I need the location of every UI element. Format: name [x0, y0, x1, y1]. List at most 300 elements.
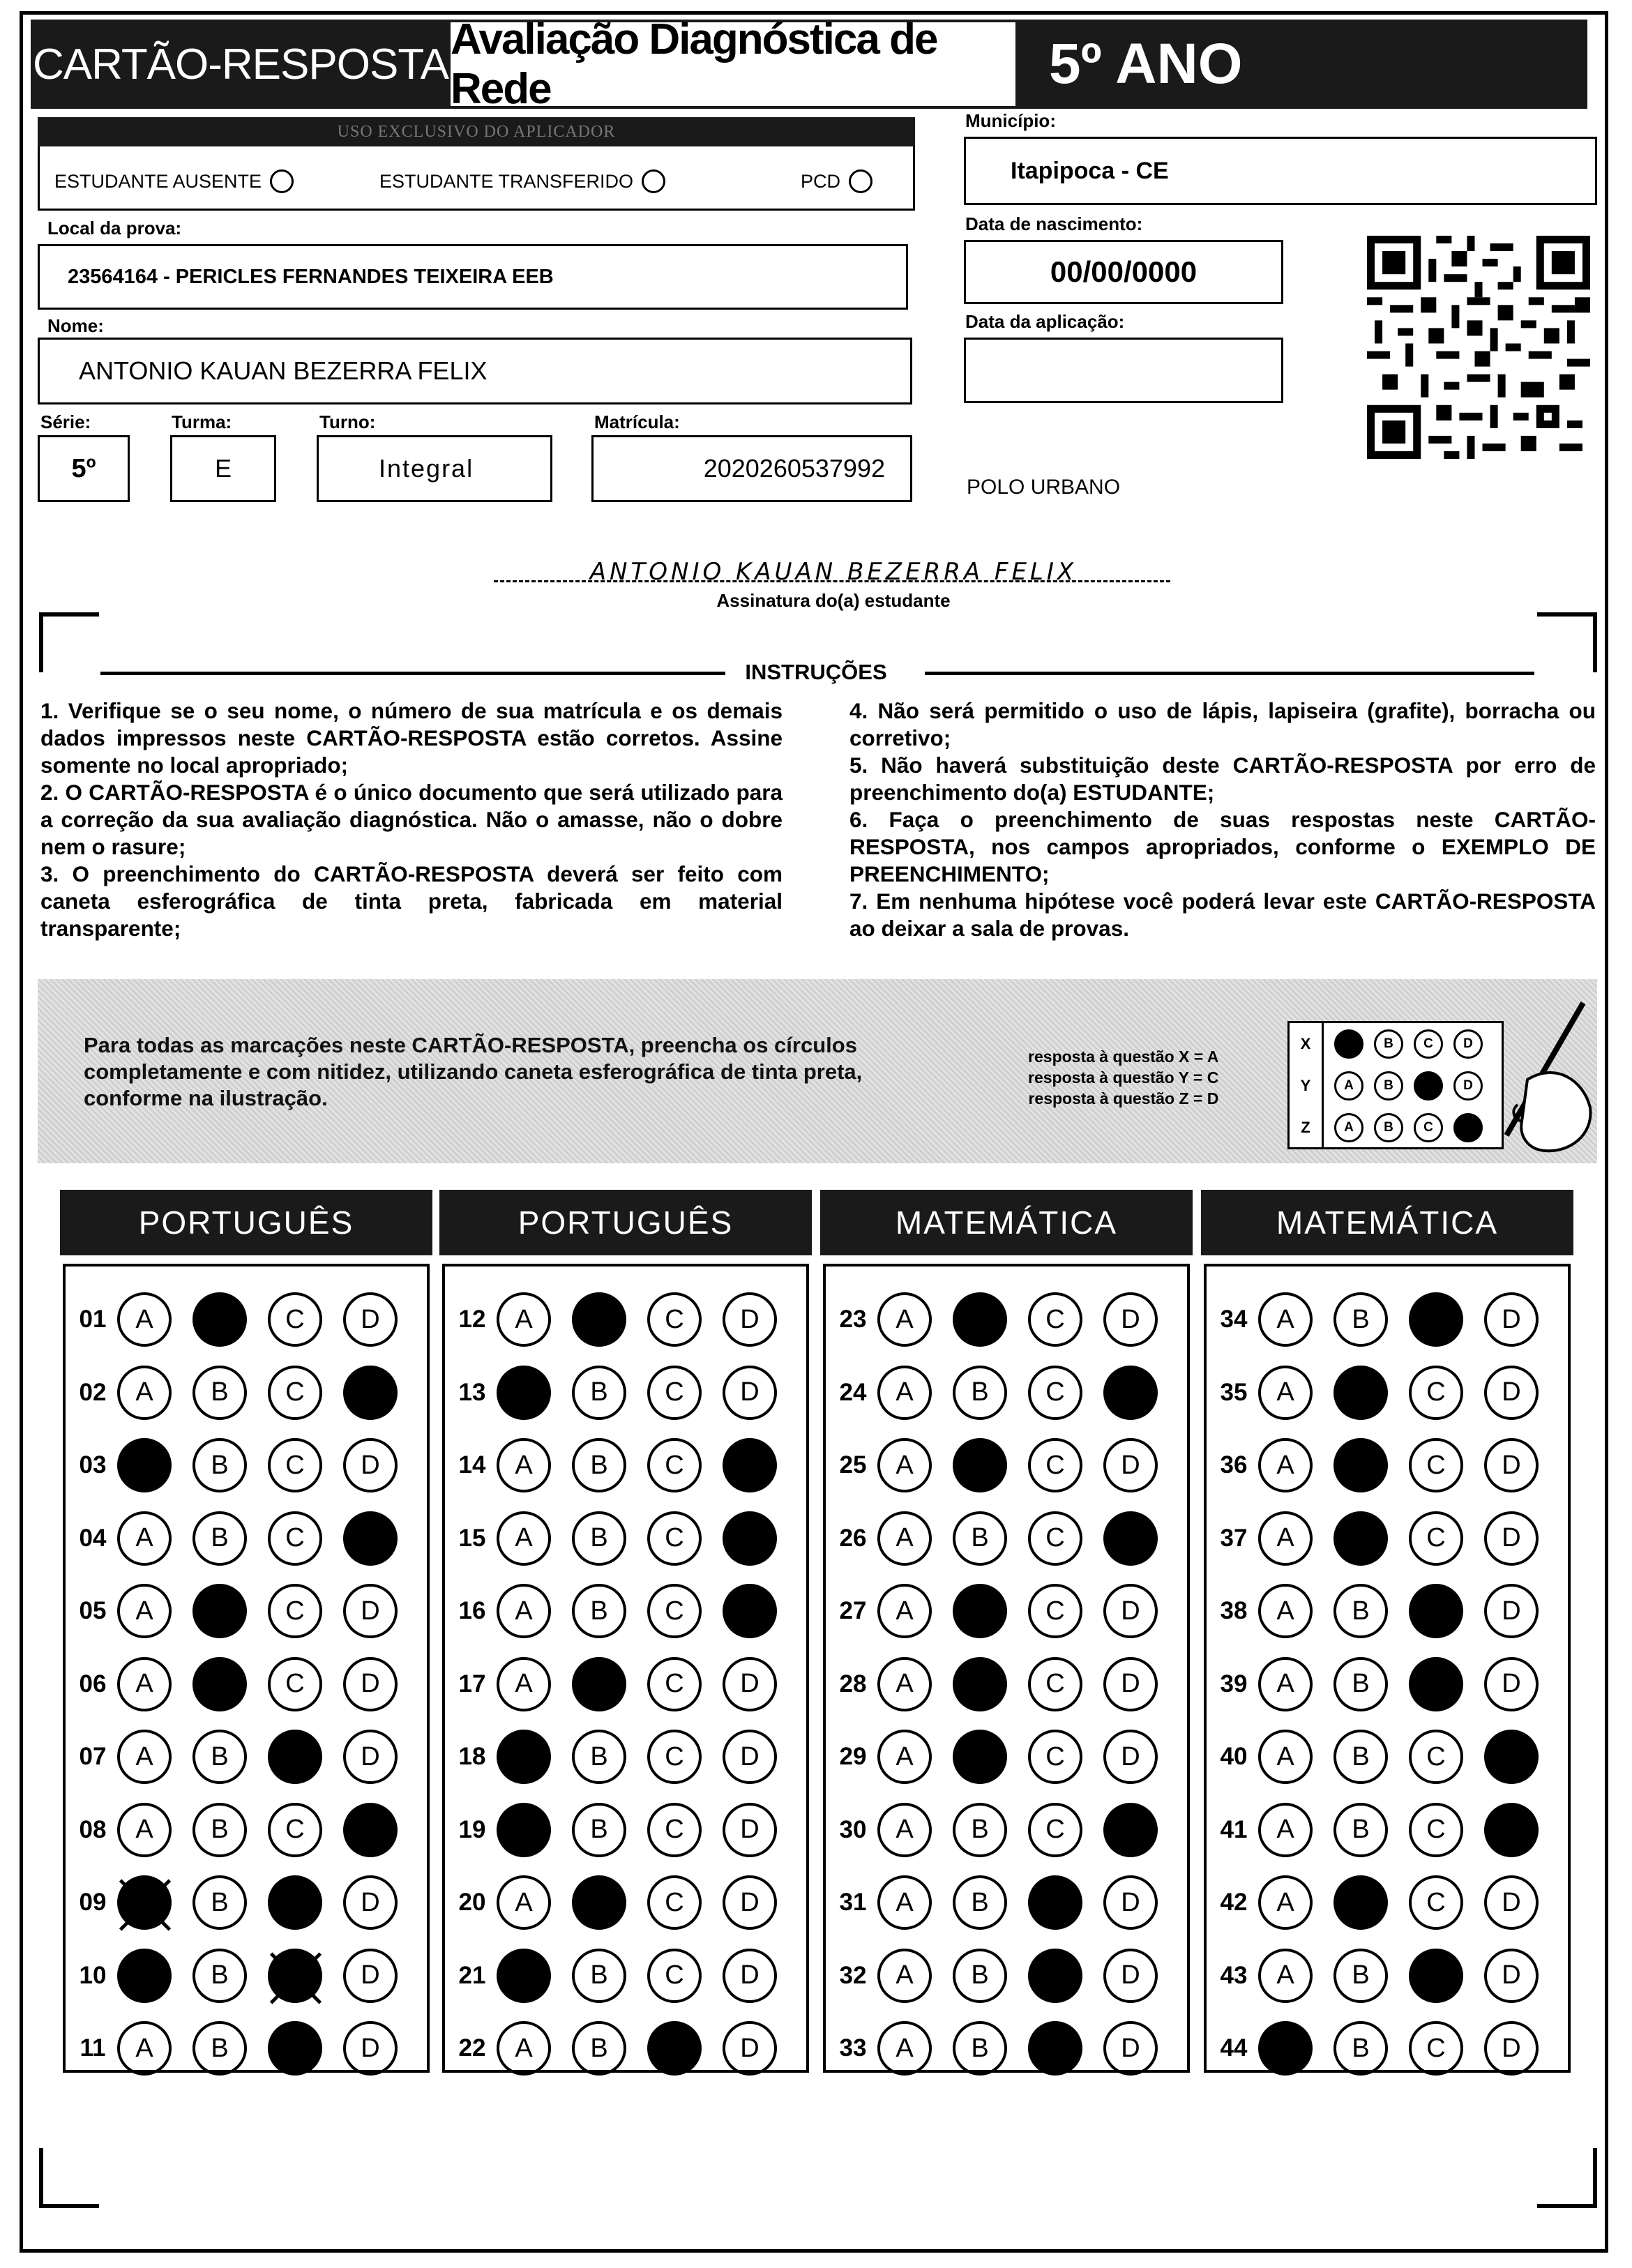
answer-bubble-c[interactable] — [1028, 1875, 1082, 1930]
qr-code — [1367, 236, 1590, 459]
answer-bubble-b[interactable] — [1333, 1875, 1388, 1930]
answer-bubble-d[interactable] — [723, 1438, 777, 1492]
answer-bubble-d[interactable]: D — [1484, 1875, 1539, 1930]
example-answer-y: resposta à questão Y = C — [1028, 1068, 1219, 1087]
transferred-bubble[interactable] — [642, 169, 665, 193]
answer-bubble-c[interactable]: C — [1028, 1292, 1082, 1347]
question-row — [826, 1282, 1179, 1357]
question-row — [1207, 1428, 1559, 1503]
question-row — [1207, 1792, 1559, 1868]
question-number: 07 — [79, 1743, 107, 1770]
answer-bubble-c[interactable]: C — [647, 1438, 702, 1492]
question-number: 24 — [839, 1378, 867, 1406]
question-row — [445, 1428, 798, 1503]
question-number: 02 — [79, 1378, 107, 1406]
answer-bubble-d[interactable]: D — [723, 1803, 777, 1857]
answer-bubble-c[interactable]: C — [1028, 1803, 1082, 1857]
question-number: 03 — [79, 1451, 107, 1479]
answer-bubble-b[interactable]: B — [1333, 1949, 1388, 2003]
answer-bubble-c[interactable]: C — [268, 1657, 322, 1711]
answer-bubble-b[interactable]: B — [192, 1438, 247, 1492]
signature-line — [494, 580, 1170, 582]
answer-bubble-c[interactable]: C — [647, 1803, 702, 1857]
local-label: Local da prova: — [47, 218, 182, 239]
question-row — [445, 2011, 798, 2086]
question-number: 12 — [458, 1306, 486, 1333]
municipio-field — [964, 137, 1597, 205]
question-number: 35 — [1220, 1378, 1248, 1406]
answer-bubble-d[interactable] — [1103, 1803, 1158, 1857]
answer-bubble-c[interactable]: C — [647, 1657, 702, 1711]
answer-bubble-c[interactable]: C — [268, 1511, 322, 1566]
answer-bubble-c[interactable]: C — [647, 1584, 702, 1638]
example-bubble-d: D — [1453, 1071, 1483, 1101]
question-row — [1207, 2011, 1559, 2086]
answer-bubble-d[interactable]: D — [343, 1730, 398, 1784]
answer-bubble-b[interactable]: B — [1333, 2021, 1388, 2076]
question-number: 17 — [458, 1670, 486, 1698]
answer-bubble-a[interactable] — [1258, 2021, 1313, 2076]
instruction-6: 6. Faça o preenchimento de suas respostas neste CARTÃO-RESPOSTA, nos campos apropriados, conforme o EXEMPLO DE PREENCHIMENTO; — [849, 807, 1596, 886]
example-bubble-b: B — [1374, 1029, 1403, 1059]
answer-section — [442, 1264, 809, 2073]
example-bubble-c: C — [1414, 1029, 1443, 1059]
answer-bubble-a[interactable]: A — [497, 1292, 551, 1347]
fill-example-text: Para todas as marcações neste CARTÃO-RESPOSTA, preencha os círculos completamente e com nitidez, utilizando caneta esferográfica de tinta preta, conforme na ilustração. — [84, 1033, 863, 1110]
question-row — [66, 1865, 418, 1940]
answer-bubble-d[interactable]: D — [1103, 2021, 1158, 2076]
question-row — [445, 1719, 798, 1794]
answer-bubble-c[interactable] — [1409, 1292, 1463, 1347]
answer-bubble-d[interactable] — [723, 1511, 777, 1566]
answer-bubble-c[interactable] — [1028, 1949, 1082, 2003]
question-row — [445, 1501, 798, 1576]
answer-bubble-c[interactable]: C — [1409, 1875, 1463, 1930]
question-row — [445, 1573, 798, 1649]
answer-bubble-d[interactable]: D — [343, 1875, 398, 1930]
answer-bubble-a[interactable]: A — [1258, 1949, 1313, 2003]
question-row — [1207, 1355, 1559, 1430]
question-number: 01 — [79, 1306, 107, 1333]
answer-bubble-a[interactable]: A — [497, 1438, 551, 1492]
answer-bubble-b[interactable] — [953, 1657, 1007, 1711]
polo-label: POLO URBANO — [967, 476, 1121, 499]
answer-bubble-c[interactable]: C — [647, 1511, 702, 1566]
answer-bubble-b[interactable]: B — [192, 1949, 247, 2003]
answer-bubble-c[interactable]: C — [268, 1438, 322, 1492]
example-bubble-b: B — [1374, 1071, 1403, 1101]
pcd-bubble[interactable] — [849, 169, 872, 193]
answer-bubble-d[interactable]: D — [723, 1875, 777, 1930]
absent-option[interactable] — [54, 169, 294, 193]
answer-bubble-b[interactable]: B — [953, 2021, 1007, 2076]
example-answer-z: resposta à questão Z = D — [1028, 1089, 1219, 1107]
answer-section — [1204, 1264, 1571, 2073]
answer-bubble-b[interactable] — [1333, 1511, 1388, 1566]
answer-bubble-a[interactable]: A — [1258, 1511, 1313, 1566]
answer-bubble-b[interactable]: B — [192, 1730, 247, 1784]
answer-bubble-d[interactable]: D — [1484, 1949, 1539, 2003]
question-row — [826, 2011, 1179, 2086]
local-field — [38, 244, 908, 310]
question-number: 16 — [458, 1597, 486, 1624]
question-row — [826, 1355, 1179, 1430]
answer-bubble-d[interactable]: D — [723, 1949, 777, 2003]
answer-bubble-a[interactable]: A — [1258, 1657, 1313, 1711]
instruction-5: 5. Não haverá substituição deste CARTÃO-RESPOSTA por erro de preenchimento do(a) ESTUDANTE; — [849, 753, 1596, 805]
question-row — [66, 1573, 418, 1649]
question-row — [445, 1938, 798, 2013]
answer-bubble-d[interactable]: D — [1484, 1657, 1539, 1711]
answer-bubble-d[interactable]: D — [723, 1730, 777, 1784]
answer-bubble-c[interactable]: C — [268, 1803, 322, 1857]
answer-bubble-d[interactable]: D — [723, 1366, 777, 1420]
question-row — [1207, 1647, 1559, 1722]
instruction-1: 1. Verifique se o seu nome, o número de sua matrícula e os demais dados impressos neste CARTÃO-RESPOSTA estão corretos. Assine somente no local apropriado; — [40, 698, 783, 778]
answer-bubble-d[interactable]: D — [1103, 1949, 1158, 2003]
example-row — [1290, 1107, 1502, 1149]
answer-bubble-b[interactable]: B — [572, 1949, 626, 2003]
question-row — [826, 1647, 1179, 1722]
name-label: Nome: — [47, 315, 104, 336]
instructions-right — [849, 697, 1596, 942]
fill-example-grid — [1287, 1021, 1504, 1149]
answer-bubble-c[interactable]: C — [1028, 1366, 1082, 1420]
answer-bubble-c[interactable]: C — [647, 1366, 702, 1420]
answer-bubble-b[interactable]: B — [572, 1584, 626, 1638]
exam-title: Avaliação Diagnóstica de Rede — [451, 20, 1015, 109]
answer-bubble-a[interactable]: A — [877, 2021, 932, 2076]
answer-bubble-c[interactable] — [1028, 2021, 1082, 2076]
answer-bubble-d[interactable]: D — [1103, 1657, 1158, 1711]
matricula-field — [591, 435, 912, 502]
question-number: 18 — [458, 1743, 486, 1770]
answer-bubble-d[interactable]: D — [723, 1657, 777, 1711]
answer-bubble-a[interactable]: A — [117, 1292, 172, 1347]
example-bubble-a: A — [1334, 1113, 1363, 1142]
application-date-label: Data da aplicação: — [965, 311, 1125, 332]
answer-bubble-d[interactable] — [343, 1366, 398, 1420]
answer-bubble-b[interactable]: B — [572, 1511, 626, 1566]
answer-bubble-c[interactable]: C — [1409, 1366, 1463, 1420]
answer-bubble-d[interactable]: D — [1103, 1292, 1158, 1347]
question-number: 31 — [839, 1889, 867, 1916]
answer-bubble-c[interactable] — [647, 2021, 702, 2076]
answer-bubble-a[interactable]: A — [877, 1657, 932, 1711]
example-answer-x: resposta à questão X = A — [1028, 1048, 1219, 1066]
answer-bubble-a[interactable]: A — [877, 1875, 932, 1930]
question-row — [1207, 1865, 1559, 1940]
turma-value: E — [214, 454, 232, 483]
aplicador-bar: USO EXCLUSIVO DO APLICADOR — [38, 117, 915, 146]
answer-bubble-b[interactable]: B — [1333, 1657, 1388, 1711]
answer-bubble-c[interactable]: C — [268, 1584, 322, 1638]
answer-bubble-c[interactable]: C — [1028, 1511, 1082, 1566]
question-number: 25 — [839, 1451, 867, 1479]
instruction-3: 3. O preenchimento do CARTÃO-RESPOSTA deverá ser feito com caneta esferográfica de tinta preta, fabricada em material transparente; — [40, 861, 783, 941]
question-row — [66, 2011, 418, 2086]
answer-bubble-d[interactable] — [1103, 1511, 1158, 1566]
instruction-2: 2. O CARTÃO-RESPOSTA é o único documento que será utilizado para a correção da sua avaliação diagnóstica. Não o amasse, não o dobre nem o rasure; — [40, 780, 783, 859]
answer-bubble-c[interactable]: C — [1028, 1730, 1082, 1784]
answer-bubble-a[interactable]: A — [117, 1730, 172, 1784]
answer-bubble-a[interactable]: A — [1258, 1438, 1313, 1492]
answer-bubble-b[interactable]: B — [953, 1803, 1007, 1857]
answer-bubble-a[interactable]: A — [1258, 1803, 1313, 1857]
turma-field — [170, 435, 276, 502]
answer-bubble-d[interactable] — [1484, 1730, 1539, 1784]
question-row — [826, 1938, 1179, 2013]
answer-bubble-a[interactable]: A — [877, 1511, 932, 1566]
answer-bubble-c[interactable]: C — [1409, 1438, 1463, 1492]
absent-bubble[interactable] — [270, 169, 294, 193]
question-row — [66, 1792, 418, 1868]
answer-bubble-d[interactable]: D — [1103, 1875, 1158, 1930]
answer-bubble-a[interactable]: A — [877, 1584, 932, 1638]
question-number: 40 — [1220, 1743, 1248, 1770]
answer-bubble-d[interactable]: D — [1484, 2021, 1539, 2076]
example-bubble-c — [1414, 1071, 1443, 1101]
example-row — [1290, 1023, 1502, 1065]
answer-bubble-b[interactable]: B — [572, 1438, 626, 1492]
question-number: 30 — [839, 1815, 867, 1843]
section-title: MATEMÁTICA — [1201, 1190, 1573, 1255]
answer-bubble-b[interactable] — [572, 1292, 626, 1347]
grade-title: 5º ANO — [1015, 20, 1587, 109]
answer-bubble-d[interactable]: D — [1484, 1511, 1539, 1566]
question-row — [66, 1282, 418, 1357]
answer-bubble-c[interactable]: C — [1409, 1511, 1463, 1566]
answer-bubble-c[interactable]: C — [647, 1875, 702, 1930]
answer-bubble-b[interactable]: B — [1333, 1584, 1388, 1638]
answer-bubble-a[interactable]: A — [117, 1657, 172, 1711]
answer-bubble-d[interactable] — [723, 1584, 777, 1638]
hand-pen-icon — [1479, 996, 1597, 1156]
answer-bubble-c[interactable] — [1409, 1949, 1463, 2003]
answer-bubble-c[interactable] — [268, 2021, 322, 2076]
question-row — [826, 1428, 1179, 1503]
question-row — [826, 1792, 1179, 1868]
answer-bubble-b[interactable]: B — [1333, 1292, 1388, 1347]
answer-bubble-c[interactable]: C — [1409, 2021, 1463, 2076]
answer-bubble-d[interactable]: D — [343, 1657, 398, 1711]
answer-bubble-c[interactable] — [268, 1949, 322, 2003]
answer-bubble-a[interactable]: A — [877, 1438, 932, 1492]
question-number: 04 — [79, 1524, 107, 1552]
answer-bubble-c[interactable]: C — [1409, 1803, 1463, 1857]
answer-bubble-d[interactable]: D — [1484, 1584, 1539, 1638]
municipio-label: Município: — [965, 110, 1056, 131]
answer-bubble-b[interactable]: B — [192, 1511, 247, 1566]
question-row — [826, 1573, 1179, 1649]
answer-bubble-a[interactable]: A — [877, 1803, 932, 1857]
transferred-label: ESTUDANTE TRANSFERIDO — [379, 170, 634, 192]
answer-bubble-b[interactable]: B — [953, 1875, 1007, 1930]
answer-bubble-a[interactable] — [497, 1730, 551, 1784]
answer-bubble-a[interactable]: A — [877, 1292, 932, 1347]
question-number: 20 — [458, 1889, 486, 1916]
answer-bubble-b[interactable]: B — [572, 1730, 626, 1784]
example-row-label: Y — [1290, 1065, 1324, 1107]
answer-bubble-d[interactable]: D — [343, 1949, 398, 2003]
answer-bubble-a[interactable]: A — [877, 1366, 932, 1420]
answer-bubble-a[interactable]: A — [117, 1803, 172, 1857]
answer-bubble-a[interactable]: A — [117, 1511, 172, 1566]
question-number: 15 — [458, 1524, 486, 1552]
answer-bubble-b[interactable] — [953, 1730, 1007, 1784]
question-number: 29 — [839, 1743, 867, 1770]
question-number: 34 — [1220, 1306, 1248, 1333]
question-number: 23 — [839, 1306, 867, 1333]
answer-bubble-d[interactable]: D — [1484, 1438, 1539, 1492]
answer-bubble-a[interactable]: A — [117, 2021, 172, 2076]
answer-bubble-d[interactable]: D — [723, 2021, 777, 2076]
signature-label: Assinatura do(a) estudante — [716, 590, 951, 611]
answer-bubble-b[interactable] — [953, 1292, 1007, 1347]
answer-bubble-a[interactable]: A — [1258, 1292, 1313, 1347]
answer-bubble-c[interactable] — [1409, 1657, 1463, 1711]
example-bubble-b: B — [1374, 1113, 1403, 1142]
name-field — [38, 338, 912, 405]
answer-bubble-c[interactable]: C — [1028, 1657, 1082, 1711]
answer-bubble-d[interactable]: D — [343, 2021, 398, 2076]
pcd-label: PCD — [801, 170, 841, 192]
answer-bubble-b[interactable]: B — [953, 1511, 1007, 1566]
answer-bubble-d[interactable]: D — [343, 1438, 398, 1492]
question-row — [66, 1647, 418, 1722]
answer-bubble-d[interactable] — [343, 1803, 398, 1857]
answer-bubble-d[interactable]: D — [723, 1292, 777, 1347]
answer-bubble-a[interactable]: A — [497, 1584, 551, 1638]
question-number: 37 — [1220, 1524, 1248, 1552]
answer-bubble-c[interactable]: C — [1028, 1438, 1082, 1492]
answer-bubble-b[interactable] — [953, 1584, 1007, 1638]
question-row — [445, 1647, 798, 1722]
answer-bubble-b[interactable]: B — [953, 1949, 1007, 2003]
fill-example-answers — [1028, 1046, 1218, 1109]
answer-bubble-a[interactable]: A — [1258, 1584, 1313, 1638]
answer-bubble-b[interactable]: B — [572, 2021, 626, 2076]
serie-field — [38, 435, 130, 502]
pcd-option[interactable] — [801, 169, 872, 193]
answer-bubble-c[interactable] — [268, 1875, 322, 1930]
question-number: 26 — [839, 1524, 867, 1552]
answer-bubble-d[interactable] — [1484, 1803, 1539, 1857]
answer-bubble-a[interactable]: A — [117, 1366, 172, 1420]
question-row — [66, 1428, 418, 1503]
example-bubble-c: C — [1414, 1113, 1443, 1142]
answer-bubble-b[interactable] — [192, 1292, 247, 1347]
answer-bubble-a[interactable]: A — [497, 1657, 551, 1711]
answer-bubble-a[interactable]: A — [1258, 1730, 1313, 1784]
question-number: 06 — [79, 1670, 107, 1698]
transferred-option[interactable] — [379, 169, 665, 193]
answer-bubble-b[interactable]: B — [572, 1366, 626, 1420]
answer-bubble-c[interactable] — [268, 1730, 322, 1784]
answer-bubble-c[interactable] — [1409, 1584, 1463, 1638]
answer-bubble-d[interactable]: D — [343, 1584, 398, 1638]
question-row — [66, 1719, 418, 1794]
answer-bubble-a[interactable] — [497, 1949, 551, 2003]
question-number: 38 — [1220, 1597, 1248, 1624]
answer-bubble-c[interactable]: C — [1028, 1584, 1082, 1638]
question-number: 41 — [1220, 1815, 1248, 1843]
section-title: MATEMÁTICA — [820, 1190, 1193, 1255]
answer-bubble-b[interactable] — [1333, 1438, 1388, 1492]
instruction-4: 4. Não será permitido o uso de lápis, lapiseira (grafite), borracha ou corretivo; — [849, 698, 1596, 750]
answer-bubble-a[interactable] — [117, 1438, 172, 1492]
question-row — [1207, 1573, 1559, 1649]
answer-bubble-b[interactable] — [572, 1875, 626, 1930]
example-row-label: X — [1290, 1023, 1324, 1065]
answer-bubble-c[interactable]: C — [647, 1292, 702, 1347]
answer-bubble-b[interactable]: B — [192, 1875, 247, 1930]
question-number: 14 — [458, 1451, 486, 1479]
answer-bubble-b[interactable] — [1333, 1366, 1388, 1420]
answer-bubble-b[interactable]: B — [192, 1803, 247, 1857]
answer-bubble-b[interactable]: B — [572, 1803, 626, 1857]
answer-bubble-b[interactable] — [572, 1657, 626, 1711]
answer-bubble-a[interactable]: A — [1258, 1366, 1313, 1420]
instructions-rule-right — [925, 672, 1534, 675]
answer-bubble-d[interactable]: D — [1484, 1366, 1539, 1420]
answer-bubble-c[interactable]: C — [647, 1730, 702, 1784]
answer-bubble-b[interactable] — [953, 1438, 1007, 1492]
answer-bubble-b[interactable] — [192, 1584, 247, 1638]
question-row — [1207, 1938, 1559, 2013]
instructions-title: INSTRUÇÕES — [745, 660, 887, 684]
answer-bubble-c[interactable]: C — [268, 1366, 322, 1420]
answer-bubble-d[interactable]: D — [1103, 1438, 1158, 1492]
question-row — [445, 1355, 798, 1430]
answer-bubble-c[interactable]: C — [268, 1292, 322, 1347]
answer-bubble-a[interactable]: A — [497, 2021, 551, 2076]
answer-bubble-d[interactable] — [343, 1511, 398, 1566]
answer-bubble-a[interactable]: A — [117, 1584, 172, 1638]
answer-bubble-a[interactable] — [497, 1803, 551, 1857]
question-number: 28 — [839, 1670, 867, 1698]
answer-bubble-b[interactable]: B — [953, 1366, 1007, 1420]
answer-bubble-a[interactable]: A — [497, 1511, 551, 1566]
answer-bubble-b[interactable] — [192, 1657, 247, 1711]
matricula-label: Matrícula: — [594, 411, 680, 432]
birth-label: Data de nascimento: — [965, 213, 1143, 234]
answer-bubble-c[interactable]: C — [1409, 1730, 1463, 1784]
question-number: 44 — [1220, 2034, 1248, 2062]
answer-bubble-d[interactable]: D — [1103, 1584, 1158, 1638]
answer-bubble-a[interactable] — [497, 1366, 551, 1420]
answer-bubble-b[interactable]: B — [1333, 1730, 1388, 1784]
answer-bubble-c[interactable]: C — [647, 1949, 702, 2003]
question-row — [66, 1938, 418, 2013]
answer-bubble-a[interactable]: A — [497, 1875, 551, 1930]
answer-bubble-b[interactable]: B — [192, 1366, 247, 1420]
question-row — [1207, 1282, 1559, 1357]
answer-bubble-a[interactable]: A — [1258, 1875, 1313, 1930]
question-number: 33 — [839, 2034, 867, 2062]
answer-bubble-d[interactable]: D — [1103, 1730, 1158, 1784]
answer-bubble-d[interactable]: D — [1484, 1292, 1539, 1347]
answer-bubble-b[interactable]: B — [1333, 1803, 1388, 1857]
answer-bubble-a[interactable]: A — [877, 1949, 932, 2003]
answer-bubble-d[interactable]: D — [343, 1292, 398, 1347]
answer-bubble-a[interactable] — [117, 1949, 172, 2003]
answer-bubble-d[interactable] — [1103, 1366, 1158, 1420]
answer-bubble-b[interactable]: B — [192, 2021, 247, 2076]
answer-bubble-a[interactable] — [117, 1875, 172, 1930]
answer-section — [823, 1264, 1190, 2073]
answer-bubble-a[interactable]: A — [877, 1730, 932, 1784]
